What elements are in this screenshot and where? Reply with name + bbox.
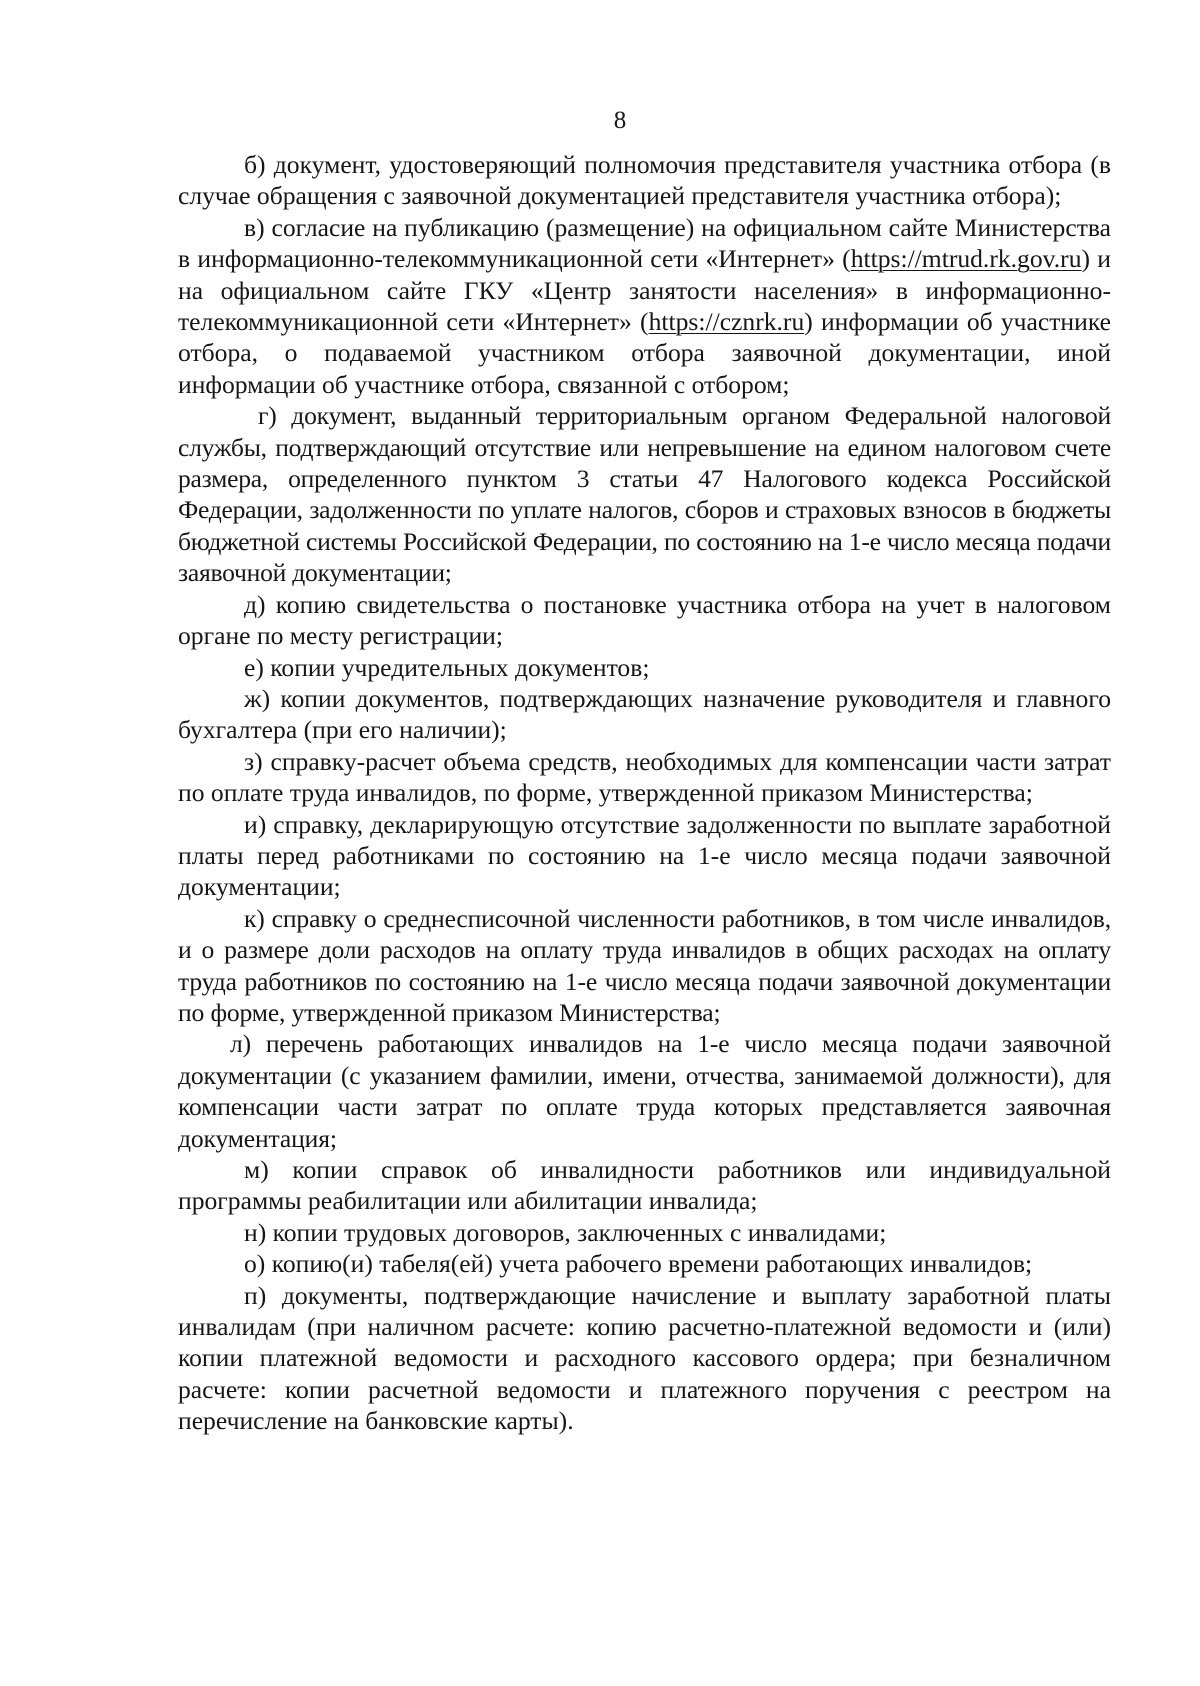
- paragraph-p: [178, 1280, 1111, 1437]
- paragraph-text: ) и на официальном сайте ГКУ «Центр занятости населения» в информационно-телекоммуникационной сети «Интернет» (: [178, 244, 1112, 337]
- paragraph-m: [178, 1154, 1111, 1217]
- paragraph-text: к) справку о среднесписочной численности работников, в том числе инвалидов, и о размере доли расходов на оплату труда инвалидов в общих расходах на оплату труда работников по состоянию на 1-е число месяца подачи заявочной документации по форме, утвержденной приказом Министерства;: [178, 903, 1111, 1027]
- paragraph-v: [178, 212, 1111, 400]
- paragraph-text: н) копии трудовых договоров, заключенных с инвалидами;: [244, 1217, 887, 1247]
- paragraph-text: ж) копии документов, подтверждающих назначение руководителя и главного бухгалтера (при его наличии);: [178, 683, 1111, 745]
- paragraph-text: в) согласие на публикацию (размещение) на официальном сайте Министерства в информационно-телекоммуникационной сети «Интернет» (: [178, 212, 1111, 274]
- paragraph-g: [178, 400, 1111, 588]
- paragraph-text: и) справку, декларирующую отсутствие задолженности по выплате заработной платы перед работниками по состоянию на 1-е число месяца подачи заявочной документации;: [178, 809, 1111, 902]
- paragraph-text: ) информации об участнике отбора, о подаваемой участником отбора заявочной документации, иной информации об участнике отбора, связанной с отбором;: [178, 307, 1111, 399]
- page-number: 8: [613, 107, 627, 134]
- paragraph-text: з) справку-расчет объема средств, необходимых для компенсации части затрат по оплате труда инвалидов, по форме, утвержденной приказом Министерства;: [178, 746, 1111, 808]
- paragraph-n: [178, 1217, 1111, 1248]
- paragraph-e: [178, 652, 1111, 683]
- paragraph-text: е) копии учредительных документов;: [244, 652, 650, 682]
- paragraph-text: о) копию(и) табеля(ей) учета рабочего времени работающих инвалидов;: [244, 1249, 1033, 1279]
- paragraph-zh: [178, 683, 1111, 746]
- paragraph-text: м) копии справок об инвалидности работников или индивидуальной программы реабилитации или абилитации инвалида;: [178, 1155, 1111, 1216]
- paragraph-text: д) копию свидетельства о постановке участника отбора на учет в налоговом органе по месту регистрации;: [178, 589, 1111, 651]
- paragraph-l: [178, 1028, 1111, 1154]
- paragraph-text: п) документы, подтверждающие начисление и выплату заработной платы инвалидам (при наличном расчете: копию расчетно-платежной ведомости и (или) копии платежной ведомости и расходного кассового ордера; при безналичном расчете: копии расчетной ведомости и платежного поручения с реестром на перечисление на банковские карты).: [178, 1280, 1111, 1436]
- paragraph-d: [178, 589, 1111, 652]
- url-link[interactable]: https://cznrk.ru: [648, 307, 805, 337]
- url-link[interactable]: https://mtrud.rk.gov.ru: [850, 244, 1082, 274]
- paragraph-i: [178, 809, 1111, 903]
- paragraph-z: [178, 746, 1111, 809]
- paragraph-k: [178, 903, 1111, 1029]
- paragraph-text: л) перечень работающих инвалидов на 1-е число месяца подачи заявочной документации (с указанием фамилии, имени, отчества, занимаемой должности), для компенсации части затрат по оплате труда которых представляется заявочная документация;: [178, 1029, 1111, 1153]
- document-body: [178, 149, 1111, 1437]
- paragraph-o: [178, 1248, 1111, 1279]
- paragraph-text: б) документ, удостоверяющий полномочия представителя участника отбора (в случае обращения с заявочной документацией представителя участника отбора);: [178, 150, 1111, 211]
- paragraph-text: г) документ, выданный территориальным органом Федеральной налоговой службы, подтверждающий отсутствие или непревышение на едином налоговом счете размера, определенного пунктом 3 статьи 47 Налогового кодекса Российской Федерации, задолженности по уплате налогов, сборов и страховых взносов в бюджеты бюджетной системы Российской Федерации, по состоянию на 1-е число месяца подачи заявочной документации;: [178, 401, 1111, 588]
- paragraph-b: [178, 149, 1111, 212]
